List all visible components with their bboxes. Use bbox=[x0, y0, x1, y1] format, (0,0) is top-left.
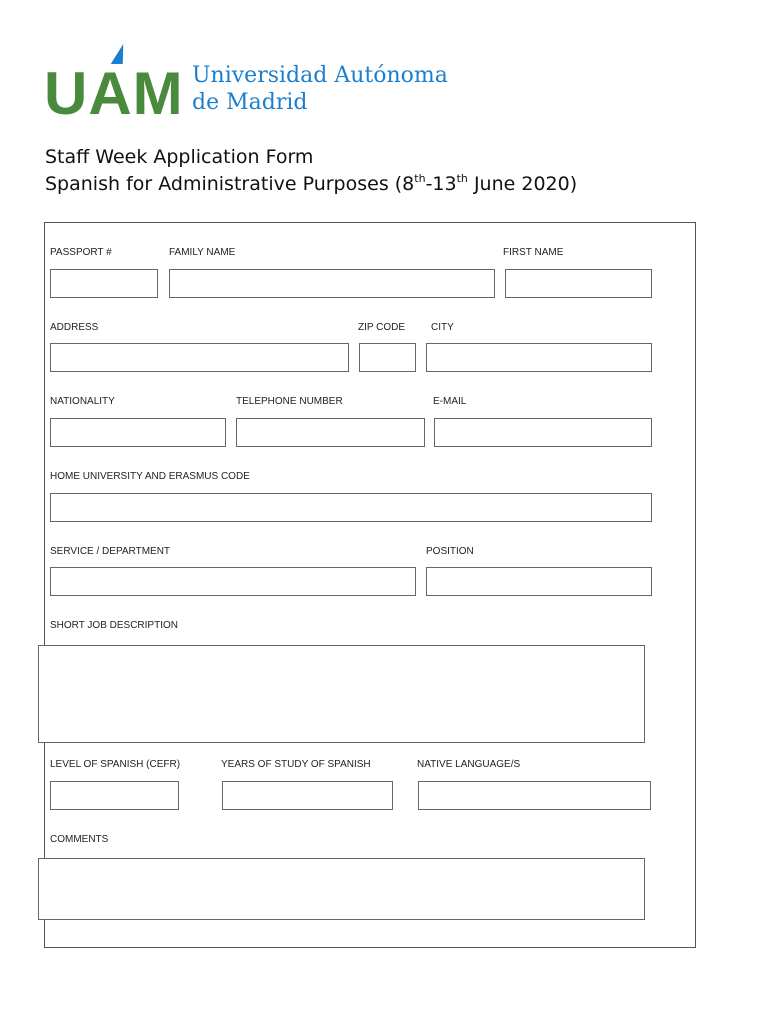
native-languages-label: NATIVE LANGUAGE/S bbox=[417, 759, 521, 770]
position-field[interactable] bbox=[426, 567, 652, 596]
title-superscript-1: th bbox=[414, 172, 426, 185]
city-label: CITY bbox=[431, 322, 454, 333]
zip-code-label: ZIP CODE bbox=[358, 322, 406, 333]
short-job-description-label: SHORT JOB DESCRIPTION bbox=[50, 620, 178, 631]
native-languages-field[interactable] bbox=[418, 781, 651, 810]
city-field[interactable] bbox=[426, 343, 652, 372]
level-of-spanish-field[interactable] bbox=[50, 781, 179, 810]
passport-label: PASSPORT # bbox=[50, 247, 112, 258]
telephone-label: TELEPHONE NUMBER bbox=[236, 396, 343, 407]
comments-label: COMMENTS bbox=[50, 834, 109, 845]
position-label: POSITION bbox=[426, 546, 474, 557]
university-name-line2: de Madrid bbox=[192, 90, 308, 115]
form-title-line2 bbox=[45, 171, 577, 198]
email-field[interactable] bbox=[434, 418, 652, 447]
family-name-label: FAMILY NAME bbox=[169, 247, 236, 258]
form-title bbox=[45, 144, 577, 198]
passport-field[interactable] bbox=[50, 269, 158, 298]
service-department-field[interactable] bbox=[50, 567, 416, 596]
service-department-label: SERVICE / DEPARTMENT bbox=[50, 546, 171, 557]
address-label: ADDRESS bbox=[50, 322, 99, 333]
telephone-field[interactable] bbox=[236, 418, 425, 447]
family-name-field[interactable] bbox=[169, 269, 495, 298]
title-text-mid: -13 bbox=[425, 173, 457, 195]
years-of-study-label: YEARS OF STUDY OF SPANISH bbox=[221, 759, 371, 770]
address-field[interactable] bbox=[50, 343, 349, 372]
uam-logo bbox=[44, 44, 454, 127]
first-name-label: FIRST NAME bbox=[503, 247, 564, 258]
home-university-label: HOME UNIVERSITY AND ERASMUS CODE bbox=[50, 471, 250, 482]
nationality-label: NATIONALITY bbox=[50, 396, 115, 407]
years-of-study-field[interactable] bbox=[222, 781, 393, 810]
nationality-field[interactable] bbox=[50, 418, 226, 447]
zip-code-field[interactable] bbox=[359, 343, 416, 372]
comments-field[interactable] bbox=[38, 858, 645, 920]
short-job-description-field[interactable] bbox=[38, 645, 645, 743]
level-of-spanish-label: LEVEL OF SPANISH (CEFR) bbox=[50, 759, 181, 770]
title-text-start: Spanish for Administrative Purposes (8 bbox=[45, 173, 415, 195]
home-university-field[interactable] bbox=[50, 493, 652, 522]
title-text-end: June 2020) bbox=[467, 173, 578, 195]
email-label: E-MAIL bbox=[433, 396, 467, 407]
first-name-field[interactable] bbox=[505, 269, 652, 298]
university-name bbox=[192, 62, 448, 116]
form-title-line1: Staff Week Application Form bbox=[45, 146, 314, 168]
title-superscript-2: th bbox=[456, 172, 468, 185]
logo-mark: UAM bbox=[44, 60, 184, 127]
university-name-line1: Universidad Autónoma bbox=[192, 63, 448, 88]
